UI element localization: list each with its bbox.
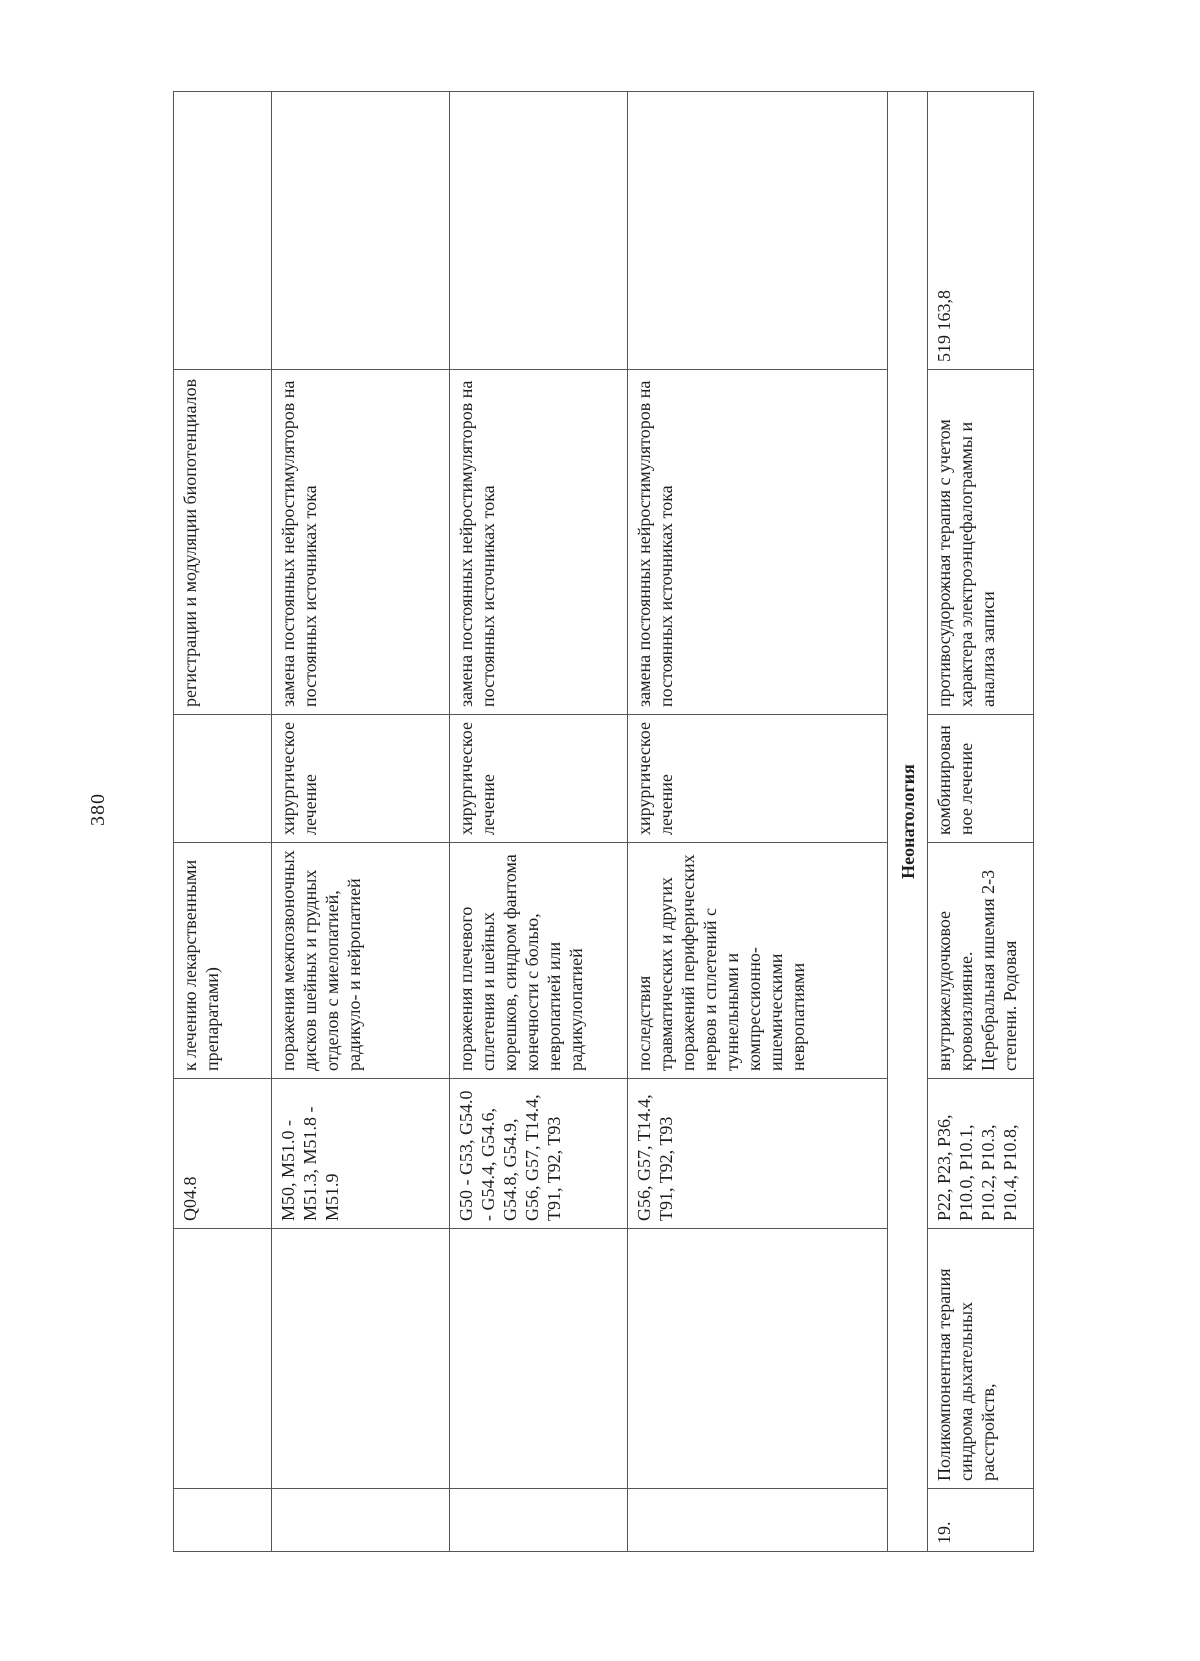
cost-cell [272,92,450,370]
table-row [174,92,272,1552]
table-row [928,92,1034,1552]
care-type-cell: Поликомпонентная терапия синдрома дыхательных расстройств, [928,1229,1034,1489]
treatment-method-cell: замена постоянных нейростимуляторов на постоянных источниках тока [628,370,888,715]
section-heading: Неонатология [888,92,928,1552]
treatment-method-cell: замена постоянных нейростимуляторов на постоянных источниках тока [450,370,628,715]
treatment-type-cell: хирургическое лечение [272,715,450,843]
icd-codes-cell: G50 - G53, G54.0 - G54.4, G54.6, G54.8, G54.9, G56, G57, T14.4, T91, T92, T93 [450,1079,628,1229]
treatment-method-cell: замена постоянных нейростимуляторов на постоянных источниках тока [272,370,450,715]
disease-model-cell: последствия травматических и других поражений периферических нервов и сплетений с туннельными и компрессионно-ишемическими невропатиями [628,843,888,1079]
icd-codes-cell: M50, M51.0 - M51.3, M51.8 - M51.9 [272,1079,450,1229]
row-number-cell [450,1489,628,1552]
cost-cell: 519 163,8 [928,92,1034,370]
row-number-cell [628,1489,888,1552]
section-row [888,92,928,1552]
treatment-type-cell: хирургическое лечение [628,715,888,843]
icd-codes-cell: P22, P23, P36, P10.0, P10.1, P10.2, P10.3, P10.4, P10.8, [928,1079,1034,1229]
icd-codes-cell: G56, G57, T14.4, T91, T92, T93 [628,1079,888,1229]
row-number-cell: 19. [928,1489,1034,1552]
treatment-type-cell: хирургическое лечение [450,715,628,843]
cost-cell [174,92,272,370]
treatment-method-cell: регистрации и модуляции биопотенциалов [174,370,272,715]
hmp-table [173,91,1034,1552]
row-number-cell [272,1489,450,1552]
treatment-type-cell [174,715,272,843]
care-type-cell [272,1229,450,1489]
treatment-method-cell: противосудорожная терапия с учетом характера электроэнцефалограммы и анализа записи [928,370,1034,715]
table-row [628,92,888,1552]
disease-model-cell: поражения плечевого сплетения и шейных корешков, синдром фантома конечности с болью, невропатией или радикулопатией [450,843,628,1079]
table-row [272,92,450,1552]
disease-model-cell: внутрижелудочковое кровоизлияние. Церебральная ишемия 2-3 степени. Родовая [928,843,1034,1079]
disease-model-cell: поражения межпозвоночных дисков шейных и грудных отделов с миелопатией, радикуло- и нейропатией [272,843,450,1079]
icd-codes-cell: Q04.8 [174,1079,272,1229]
disease-model-cell: к лечению лекарственными препаратами) [174,843,272,1079]
table-row [450,92,628,1552]
care-type-cell [450,1229,628,1489]
row-number-cell [174,1489,272,1552]
page-number: 380 [87,793,109,826]
care-type-cell [174,1229,272,1489]
treatment-type-cell: комбинированное лечение [928,715,1034,843]
care-type-cell [628,1229,888,1489]
cost-cell [628,92,888,370]
cost-cell [450,92,628,370]
